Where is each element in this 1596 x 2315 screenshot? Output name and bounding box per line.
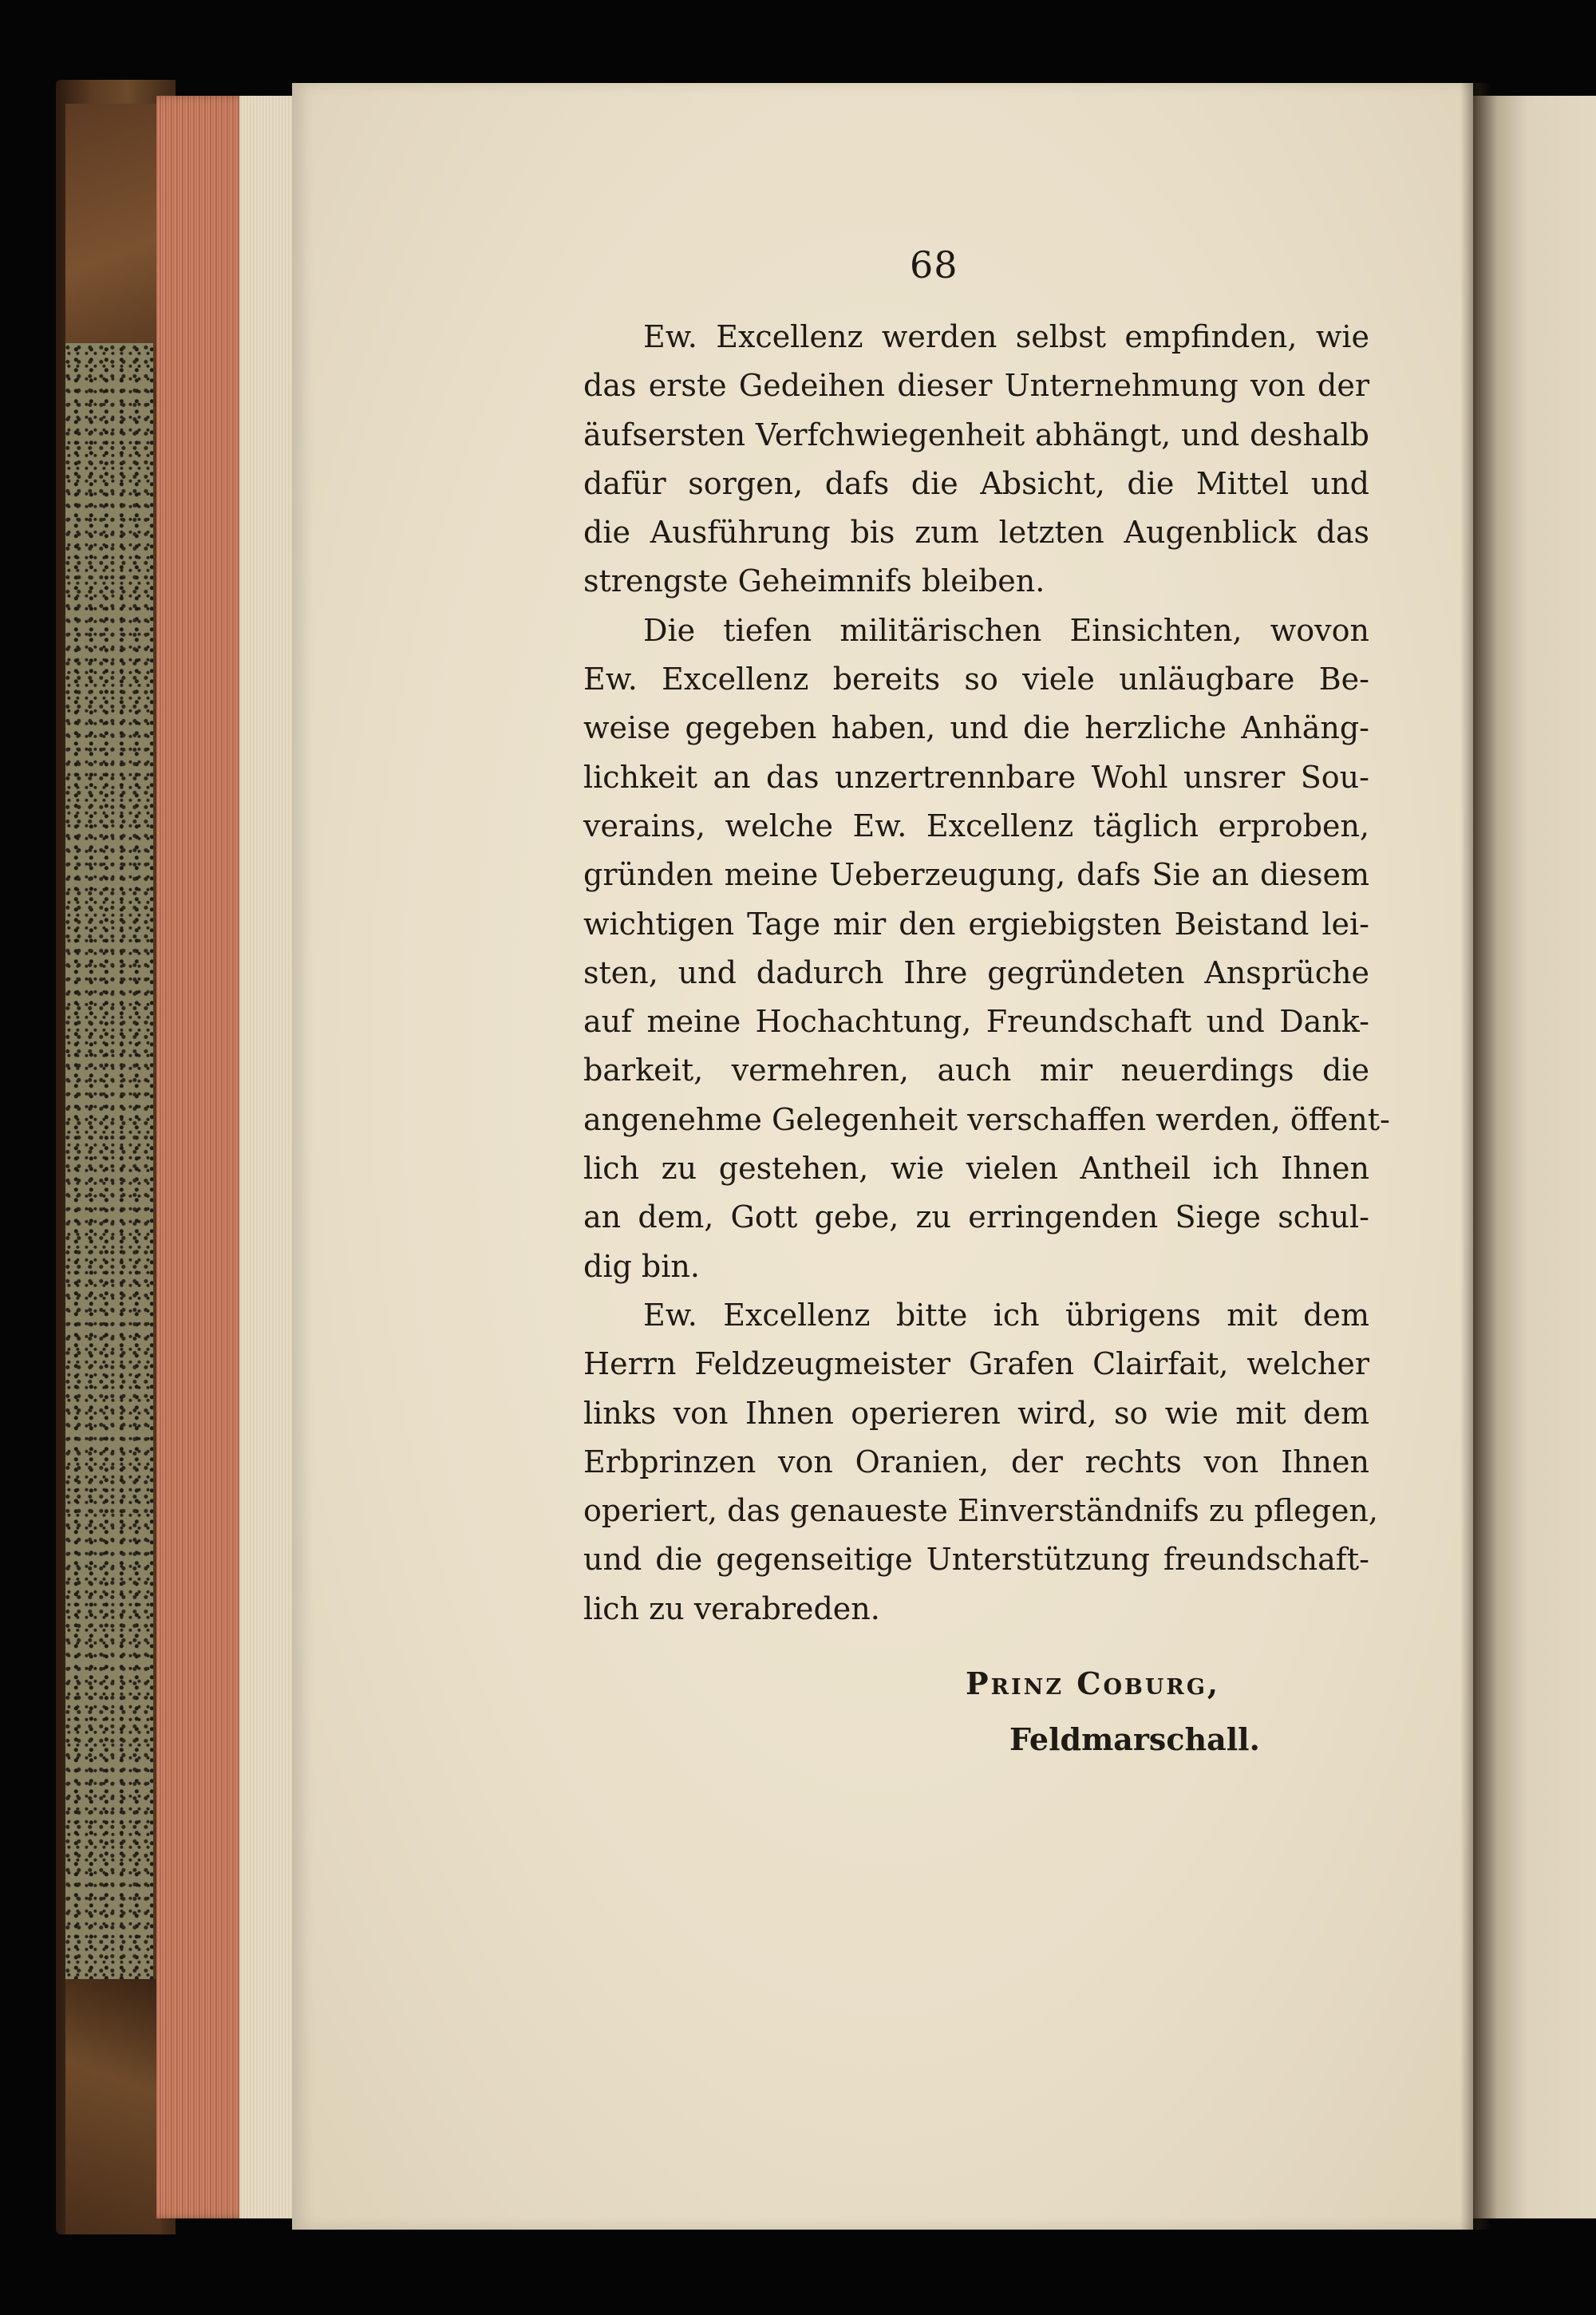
text-line: sten, und dadurch Ihre gegründeten Ansprüche <box>583 954 1369 990</box>
cover-leather-bottom <box>65 1979 161 2234</box>
text-line: auf meine Hochachtung, Freundschaft und Dank- <box>583 1004 1369 1040</box>
text-line: Ew. Excellenz werden selbst empfinden, wie <box>643 319 1369 354</box>
text-line: angenehme Gelegenheit verschaffen werden, öffent- <box>583 1101 1390 1137</box>
text-line: Ew. Excellenz bereits so viele unläugbare Be- <box>583 662 1369 697</box>
text-line: wichtigen Tage mir den ergiebigsten Beistand lei- <box>583 906 1369 942</box>
text-line: verains, welche Ew. Excellenz täglich erproben, <box>583 808 1369 843</box>
text-line: äufsersten Verfchwiegenheit abhängt, und deshalb <box>583 417 1369 452</box>
text-line: dafür sorgen, dafs die Absicht, die Mittel und <box>583 465 1369 501</box>
signature-title: Feldmarschall. <box>1009 1721 1260 1757</box>
text-line: Erbprinzen von Oranien, der rechts von Ihnen <box>583 1444 1369 1479</box>
text-line: lich zu gestehen, wie vielen Antheil ich Ihnen <box>583 1151 1369 1187</box>
page-number: 68 <box>910 243 958 286</box>
text-line: an dem, Gott gebe, zu erringenden Siege schul- <box>583 1199 1369 1235</box>
page-edges-light <box>239 96 292 2218</box>
marbled-cover-paper <box>65 343 153 1995</box>
text-line: und die gegenseitige Unterstützung freundschaft- <box>583 1542 1369 1578</box>
signature-block <box>966 1656 1260 1768</box>
text-line: dig bin. <box>583 1248 700 1284</box>
body-text <box>583 313 1390 1634</box>
text-line: lich zu verabreden. <box>583 1590 880 1626</box>
text-line: gründen meine Ueberzeugung, dafs Sie an diesem <box>583 857 1369 893</box>
facing-page <box>1473 96 1596 2218</box>
text-line: lichkeit an das unzertrennbare Wohl unsrer Sou- <box>583 759 1369 795</box>
text-line: strengste Geheimnifs bleiben. <box>583 563 1045 599</box>
text-line: Ew. Excellenz bitte ich übrigens mit dem <box>643 1297 1369 1333</box>
signature-name: Prinz Coburg, <box>966 1665 1221 1701</box>
text-line: das erste Gedeihen dieser Unternehmung von der <box>583 368 1369 404</box>
text-line: barkeit, vermehren, auch mir neuerdings die <box>583 1053 1369 1088</box>
text-line: die Ausführung bis zum letzten Augenblick das <box>583 515 1369 551</box>
text-line: links von Ihnen operieren wird, so wie mit dem <box>583 1395 1369 1431</box>
text-line: Herrn Feldzeugmeister Grafen Clairfait, welcher <box>583 1346 1369 1382</box>
text-line: operiert, das genaueste Einverständnifs zu pflegen, <box>583 1493 1378 1529</box>
text-line: Die tiefen militärischen Einsichten, wovon <box>643 612 1369 648</box>
text-line: weise gegeben haben, und die herzliche Anhäng- <box>583 710 1369 746</box>
